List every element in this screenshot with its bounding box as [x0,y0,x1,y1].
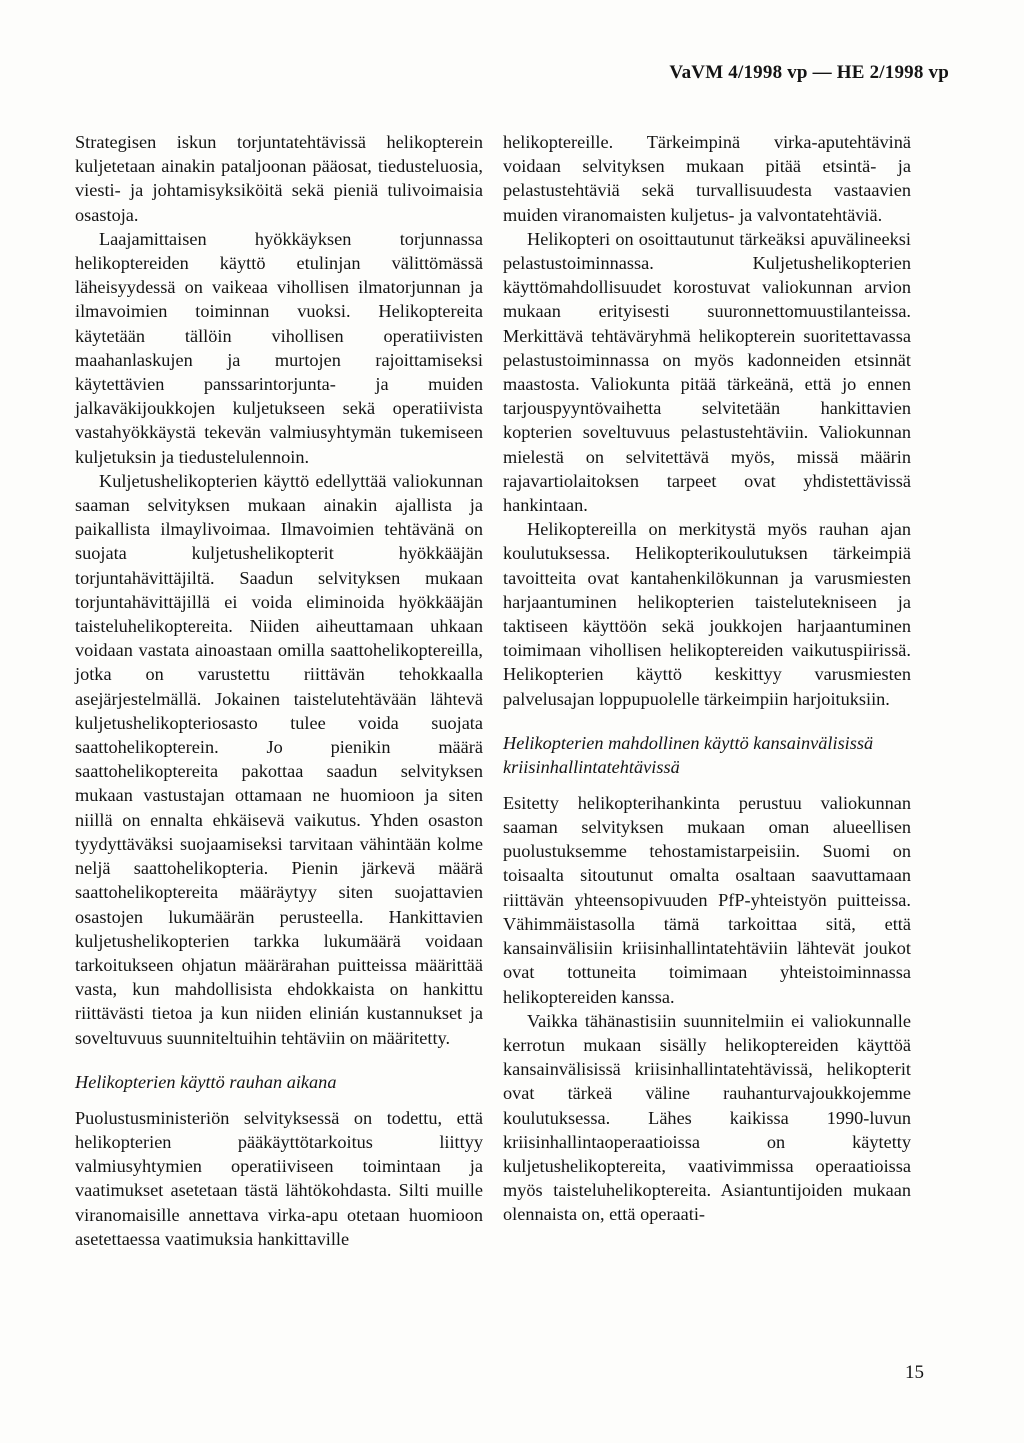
paragraph: Helikopteri on osoittautunut tärkeäksi apuvälineeksi pelastustoiminnassa. Kuljetushelikopterien käyttömahdollisuudet korostuvat valiokunnan arvion mukaan erityisesti suuronnettomuustilanteissa. Merkittävä tehtäväryhmä helikopterein suoritettavassa pelastustoiminnassa on myös kadonneiden etsinnät maastosta. Valiokunta pitää tärkeänä, että jo ennen tarjouspyyntövaihetta selvitetään hankittavien kopterien soveltuvuus pelastustehtäviin. Valiokunnan mielestä on selvitettävä myös, missä määrin rajavartiolaitoksen tarpeet ovat yhdistettävissä hankintaan. [503,228,911,516]
paragraph: Vaikka tähänastisiin suunnitelmiin ei valiokunnalle kerrotun mukaan sisälly helikoptereiden käyttöä kansainvälisissä kriisinhallintatehtävissä, helikopterit ovat tärkeä väline rauhanturvajoukkojemme koulutuksessa. Lähes kaikissa 1990-luvun kriisinhallintaoperaatioissa on käytetty kuljetushelikoptereita, vaativimmissa operaatioissa myös taisteluhelikoptereita. Asiantuntijoiden mukaan olennaista on, että operaati- [503,1010,911,1225]
page-number: 15 [905,1362,924,1383]
paragraph: Puolustusministeriön selvityksessä on todettu, että helikopterien pääkäyttötarkoitus liittyy valmiusyhtymien operatiiviseen toimintaan ja vaatimukset asetetaan tästä lähtökohdasta. Silti muille viranomaisille annettava virka-apu otetaan huomioon asetettaessa vaatimuksia hankittaville [75,1107,483,1249]
paragraph: Helikoptereilla on merkitystä myös rauhan ajan koulutuksessa. Helikopterikoulutuksen tärkeimpiä tavoitteita ovat kantahenkilökunnan ja varusmiesten harjaantuminen helikopterien taistelutekniseen ja taktiseen käyttöön sekä joukkojen harjaantuminen toimimaan vihollisen helikoptereiden vaikutuspiirissä. Helikopterien käyttö keskittyy varusmiesten palvelusajan loppupuolelle tärkeimpiin harjoituksiin. [503,519,911,709]
paragraph: Laajamittaisen hyökkäyksen torjunnassa helikoptereiden käyttö etulinjan välittömässä läheisyydessä on vaikeaa vihollisen ilmatorjunnan ja ilmavoimien toiminnan vuoksi. Helikoptereita käytetään tällöin vihollisen operatiivisten maahanlaskujen ja murtojen rajoittamiseksi käytettävien panssarintorjunta- ja muiden jalkaväkijoukkojen kuljetukseen sekä operatiivista vastahyökkäystä tekevän valmiusyhtymän tukemiseen kuljetuksin ja tiedustelulennoin. [75,228,483,467]
section-heading: Helikopterien mahdollinen käyttö kansainvälisissä kriisinhallintatehtävissä [503,732,874,777]
section-heading: Helikopterien käyttö rauhan aikana [75,1071,337,1092]
paragraph: Strategisen iskun torjuntatehtävissä helikopterein kuljetetaan ainakin pataljoonan pääosat, tiedusteluosia, viesti- ja johtamisyksiköitä sekä pieniä tulivoimaisia osastoja. [75,132,483,225]
document-header: VaVM 4/1998 vp — HE 2/1998 vp [669,62,949,83]
left-column [75,130,483,1251]
paragraph: Esitetty helikopterihankinta perustuu valiokunnan saaman selvityksen mukaan oman alueellisen puolustuksemme tehostamistarpeisiin. Suomi on toisaalta sitoutunut omalta osaltaan saavuttamaan riittävän yhteensopivuuden PfP-yhteistyön puitteissa. Vähimmäistasolla tämä tarkoittaa sitä, että kansainvälisiin kriisinhallintatehtäviin lähtevät joukot ovat tottuneita toimimaan yhteistoiminnassa helikoptereiden kanssa. [503,792,911,1007]
right-column [503,130,911,1227]
paragraph: Kuljetushelikopterien käyttö edellyttää valiokunnan saaman selvityksen mukaan ainakin ajallista ja paikallista ilmaylivoimaa. Ilmavoimien tehtävänä on suojata kuljetushelikopterit hyökkääjän torjuntahävittäjiltä. Saadun selvityksen mukaan torjuntahävittäjillä ei voida eliminoida hyökkääjän taisteluhelikoptereita. Niiden aiheuttamaan uhkaan voidaan vastata ainoastaan omilla saattohelikoptereilla, jotka on varustettu riittävän tehokkaalla asejärjestelmällä. Jokainen taistelutehtävään lähtevä kuljetushelikopteriosasto tulee voida suojata saattohelikopterein. Jo pienikin määrä saattohelikoptereita pakottaa saadun selvityksen mukaan vastustajan ottamaan ne huomioon ja siten niillä on ennalta ehkäisevä vaikutus. Yhden osaston tyydyttäväksi suojaamiseksi tarvitaan vähintään kolme neljä saattohelikopteria. Pienin järkevä määrä saattohelikoptereita määräytyy siten suojattavien osastojen lukumäärän perusteella. Hankittavien kuljetushelikopterien tarkka lukumäärä voidaan tarkoitukseen ohjatun määrärahan puitteissa määrittää vasta, kun mahdollisista ehdokkaista on hankittu riittävästi tietoa ja kun niiden elinián kustannukset ja soveltuvuus suunniteltuihin tehtäviin on määritetty. [75,470,483,1048]
paragraph: helikoptereille. Tärkeimpinä virka-aputehtävinä voidaan selvityksen mukaan pitää etsintä- ja pelastustehtäviä sekä turvallisuudesta vastaavien muiden viranomaisten kuljetus- ja valvontatehtäviä. [503,132,911,225]
